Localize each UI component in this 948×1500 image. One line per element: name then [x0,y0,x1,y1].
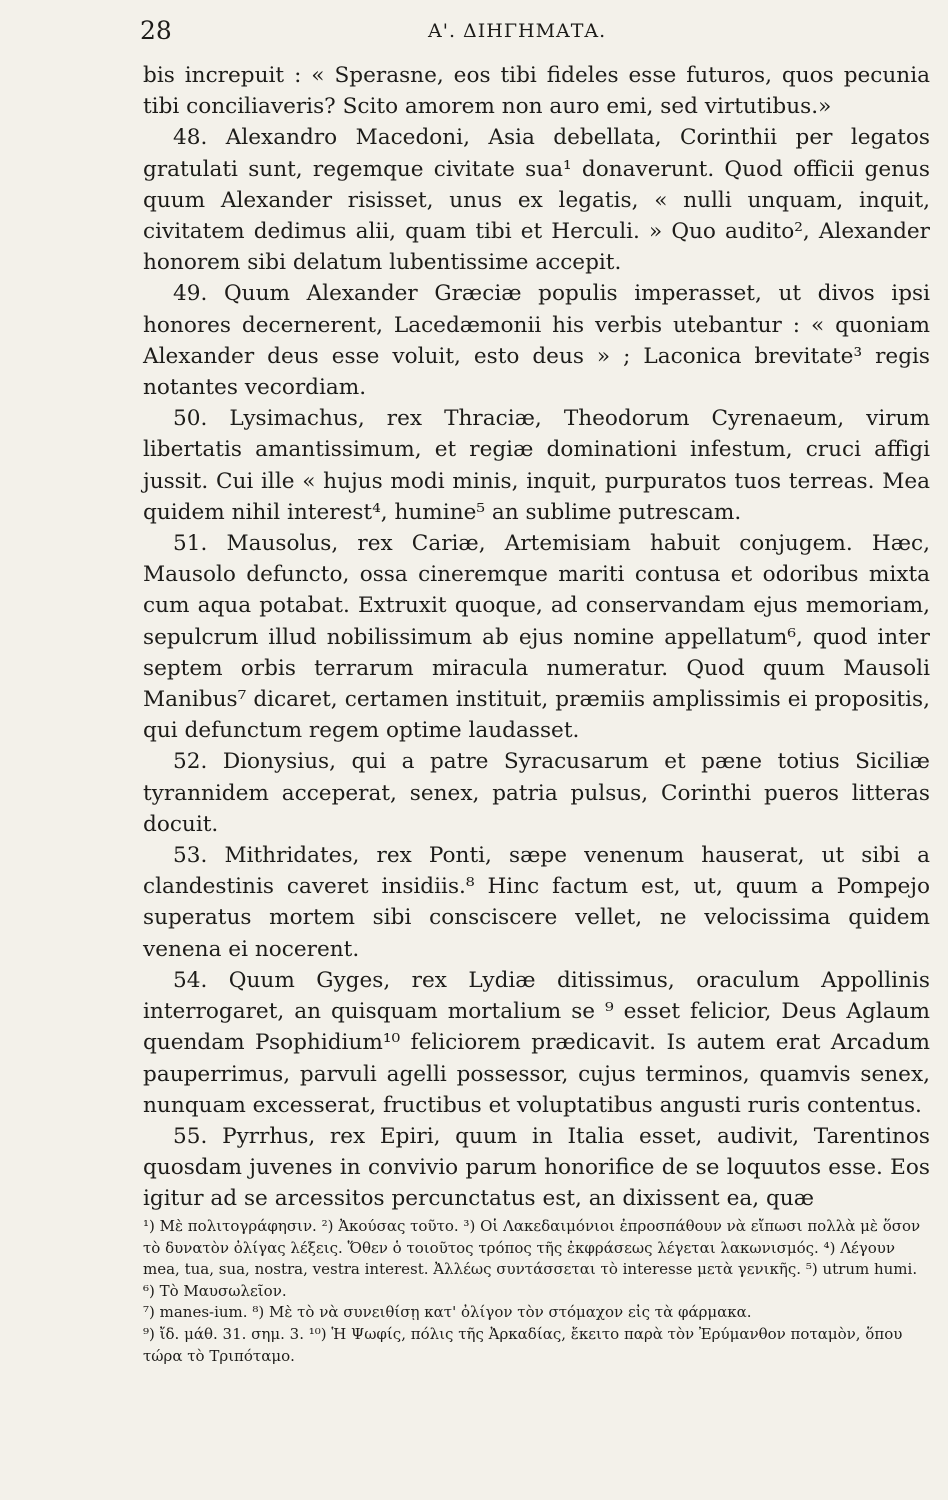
paragraph-54 [143,965,930,1121]
paragraph-text: Quum Gyges, rex Lydiæ ditissimus, oraculum Appollinis interrogaret, an quisquam mortalium se ⁹ esset felicior, Deus Aglaum quendam Psophidium¹⁰ feliciorem prædicavit. Is autem erat Arcadum pauperrimus, parvuli agelli possessor, cujus terminos, quamvis senex, nunquam excesserat, fructibus et voluptatibus angusti ruris contentus. [143,967,930,1118]
paragraph-continuation [143,60,930,122]
paragraph-53 [143,840,930,965]
paragraph-number: 55. [173,1123,208,1149]
footnotes [143,1216,933,1367]
paragraph-number: 54. [173,967,208,993]
paragraph-number: 53. [173,843,208,869]
paragraph-number: 50. [173,406,208,432]
main-text [143,60,930,1215]
paragraph-text: Lysimachus, rex Thraciæ, Theodorum Cyrenaeum, virum libertatis amantissimum, et regiæ dominationi infestum, cruci affigi jussit. Cui ille « hujus modi minis, inquit, purpuratos tuos terreas. Mea quidem nihil interest⁴, humine⁵ an sublime putrescam. [143,406,930,525]
paragraph-52 [143,746,930,840]
paragraph-number: 51. [173,531,208,557]
paragraph-49 [143,278,930,403]
paragraph-text: Dionysius, qui a patre Syracusarum et pæne totius Siciliæ tyrannidem acceperat, senex, patria pulsus, Corinthi pueros litteras docuit. [143,749,930,837]
footnote-block: ⁹) ἴδ. μάθ. 31. σημ. 3. ¹⁰) Ἡ Ψωφίς, πόλις τῆς Ἀρκαδίας, ἔκειτο παρὰ τὸν Ἐρύμανθον ποταμὸν, ὅπου τώρα τὸ Τριπόταμο. [143,1324,903,1365]
paragraph-number: 48. [173,125,208,151]
paragraph-text: Alexandro Macedoni, Asia debellata, Corinthii per legatos gratulati sunt, regemque civitate sua¹ donaverunt. Quod officii genus quum Alexander risisset, unus ex legatis, « nulli unquam, inquit, civitatem dedimus alii, quam tibi et Herculi. » Quo audito², Alexander honorem sibi delatum lubentissime accepit. [143,125,930,276]
page-number: 28 [140,16,172,45]
paragraph-55 [143,1121,930,1215]
footnote-block: ¹) Μὲ πολιτογράφησιν. ²) Ἀκούσας τοῦτο. ³) Οἱ Λακεδαιμόνιοι ἐπροσπάθουν νὰ εἴπωσι πολλὰ μὲ ὅσον τὸ δυνατὸν ὀλίγας λέξεις. Ὅθεν ὁ τοιοῦτος τρόπος τῆς ἐκφράσεως λέγεται λακωνισμός. ⁴) Λέγουν mea, tua, sua, nostra, vestra interest. Ἀλλέως συντάσσεται τὸ interesse μετὰ γενικῆς. ⁵) utrum humi. ⁶) Τὸ Μαυσωλεῖον. [143,1217,921,1300]
paragraph-number: 49. [173,281,208,307]
paragraph-text: Mausolus, rex Cariæ, Artemisiam habuit conjugem. Hæc, Mausolo defuncto, ossa cineremque mariti contusa et odoribus mixta cum aqua potabat. Extruxit quoque, ad conservandam ejus memoriam, sepulcrum illud nobilissimum ab ejus nomine appellatum⁶, quod inter septem orbis terrarum miracula numeratur. Quod quum Mausoli Manibus⁷ dicaret, certamen instituit, præmiis amplissimis ei propositis, qui defunctum regem optime laudasset. [143,531,930,744]
paragraph-text: Mithridates, rex Ponti, sæpe venenum hauserat, ut sibi a clandestinis caveret insidiis.⁸ Hinc factum est, ut, quum a Pompejo superatus mortem sibi consciscere vellet, ne velocissima quidem venena ei nocerent. [143,843,930,962]
footnote-block: ⁷) manes-ium. ⁸) Μὲ τὸ νὰ συνειθίσῃ κατ' ὀλίγον τὸν στόμαχον εἰς τὰ φάρμακα. [143,1303,752,1322]
paragraph-51 [143,528,930,746]
paragraph-text: Quum Alexander Græciæ populis imperasset, ut divos ipsi honores decernerent, Lacedæmonii his verbis utebantur : « quoniam Alexander deus esse voluit, esto deus » ; Laconica brevitate³ regis notantes vecordiam. [143,281,931,401]
page-header [140,16,920,50]
paragraph-48 [143,122,930,278]
paragraph-text: Pyrrhus, rex Epiri, quum in Italia esset, audivit, Tarentinos quosdam juvenes in convivio parum honorifice de se loquutos esse. Eos igitur ad se arcessitos percunctatus est, an dixissent ea, quæ [143,1123,930,1212]
running-title: Α'. ΔΙΗΓΗΜΑΤΑ. [428,20,607,42]
paragraph-50 [143,403,930,528]
paragraph-text: bis increpuit : « Sperasne, eos tibi fideles esse futuros, quos pecunia tibi conciliaveris? Scito amorem non auro emi, sed virtutibus.» [143,63,930,120]
paragraph-number: 52. [173,749,208,775]
